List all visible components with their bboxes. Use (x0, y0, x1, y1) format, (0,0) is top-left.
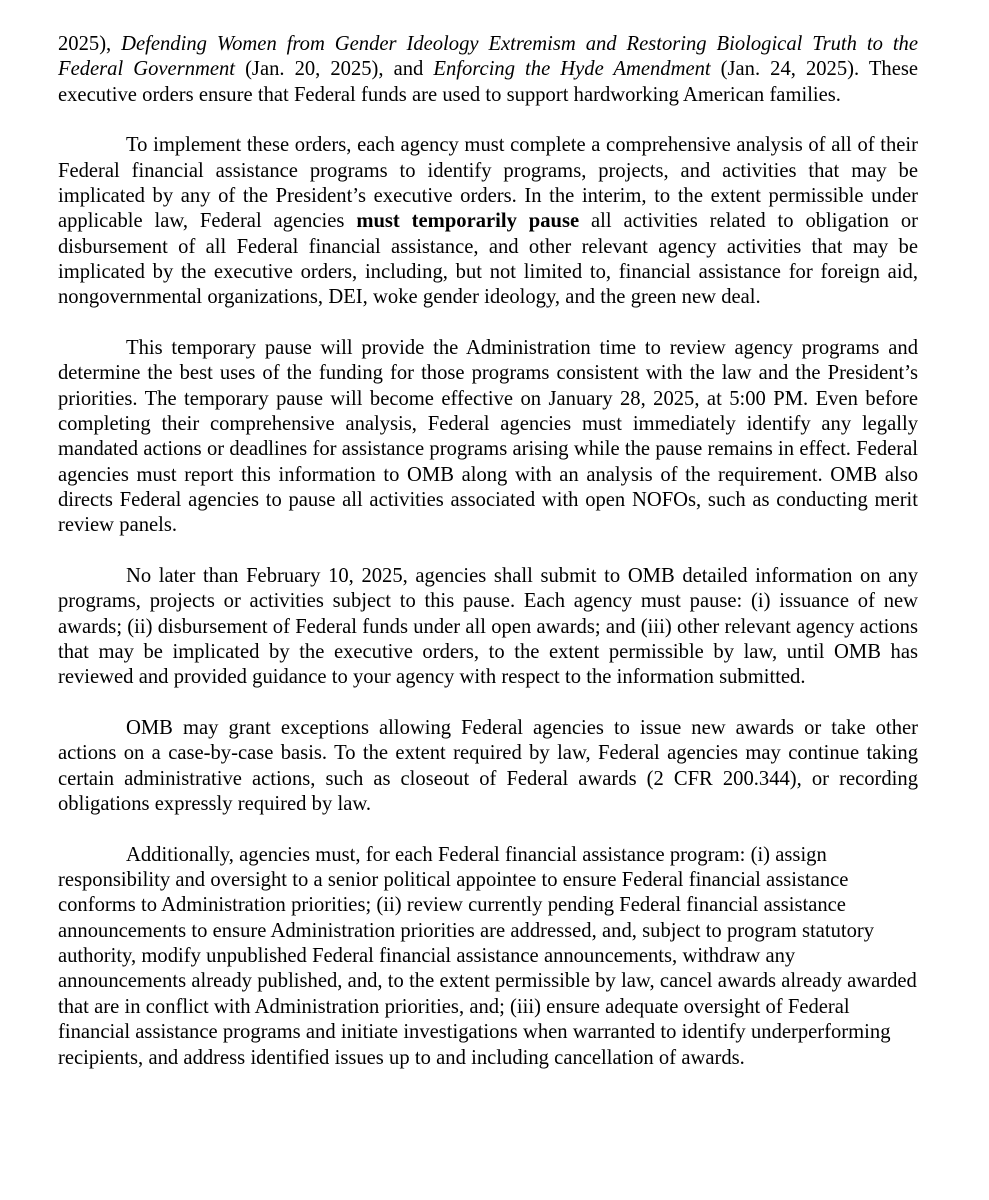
text-run: This temporary pause will provide the Administration time to review agency programs and determine the best uses of the funding for those programs consistent with the law and the President’s priorities. The temporary pause will become effective on January 28, 2025, at 5:00 PM. Even before completing their comprehensive analysis, Federal agencies must immediately identify any legally mandated actions or deadlines for assistance programs arising while the pause remains in effect. Federal agencies must report this information to OMB along with an analysis of the requirement. OMB also directs Federal agencies to pause all activities associated with open NOFOs, such as conducting merit review panels. (58, 337, 918, 537)
text-run: (Jan. 20, 2025), and (235, 58, 434, 81)
text-run: 2025), (58, 33, 122, 55)
para-exceptions (58, 716, 918, 817)
document-text-column (58, 32, 918, 1071)
para-implement-orders (58, 133, 918, 310)
para-executive-orders-list (58, 32, 918, 108)
italic-title-run: Defending Women from Gender Ideology Extremism and Restoring Biological Truth to the Federal Government (58, 33, 918, 81)
text-run: all activities related to obligation or disbursement of all Federal financial assistance, and other relevant agency activities that may be implicated by the executive orders, including, but not limited to, financial assistance for foreign aid, nongovernmental organizations, DEI, woke gender ideology, and the green new deal. (58, 210, 918, 309)
text-run: To implement these orders, each agency must complete a comprehensive analysis of all of their Federal financial assistance programs to identify programs, projects, and activities that may be implicated by any of the President’s executive orders. In the interim, to the extent permissible under applicable law, Federal agencies (58, 134, 918, 233)
para-february-deadline (58, 564, 918, 691)
para-temporary-pause (58, 336, 918, 539)
text-run: (Jan. 24, 2025). These executive orders ensure that Federal funds are used to support hardworking American families. (58, 58, 918, 106)
text-run: OMB may grant exceptions allowing Federal agencies to issue new awards or take other actions on a case-by-case basis. To the extent required by law, Federal agencies may continue taking certain administrative actions, such as closeout of Federal awards (2 CFR 200.344), or recording obligations expressly required by law. (58, 717, 918, 816)
italic-title-run: Enforcing the Hyde Amendment (433, 58, 711, 81)
text-run: No later than February 10, 2025, agencies shall submit to OMB detailed information on any programs, projects or activities subject to this pause. Each agency must pause: (i) issuance of new awards; (ii) disbursement of Federal funds under all open awards; and (iii) other relevant agency actions that may be implicated by the executive orders, to the extent permissible by law, until OMB has reviewed and provided guidance to your agency with respect to the information submitted. (58, 565, 918, 689)
text-run: Additionally, agencies must, for each Federal financial assistance program: (i) assign responsibility and oversight to a senior political appointee to ensure Federal financial assistance conforms to Administration priorities; (ii) review currently pending Federal financial assistance announcements to ensure Administration priorities are addressed, and, subject to program statutory authority, modify unpublished Federal financial assistance announcements, withdraw any announcements already published, and, to the extent permissible by law, cancel awards already awarded that are in conflict with Administration priorities, and; (iii) ensure adequate oversight of Federal financial assistance programs and initiate investigations when warranted to identify underperforming recipients, and address identified issues up to and including cancellation of awards. (58, 843, 917, 1069)
para-additional-requirements (58, 843, 918, 1071)
bold-emphasis-run: must temporarily pause (356, 210, 580, 233)
